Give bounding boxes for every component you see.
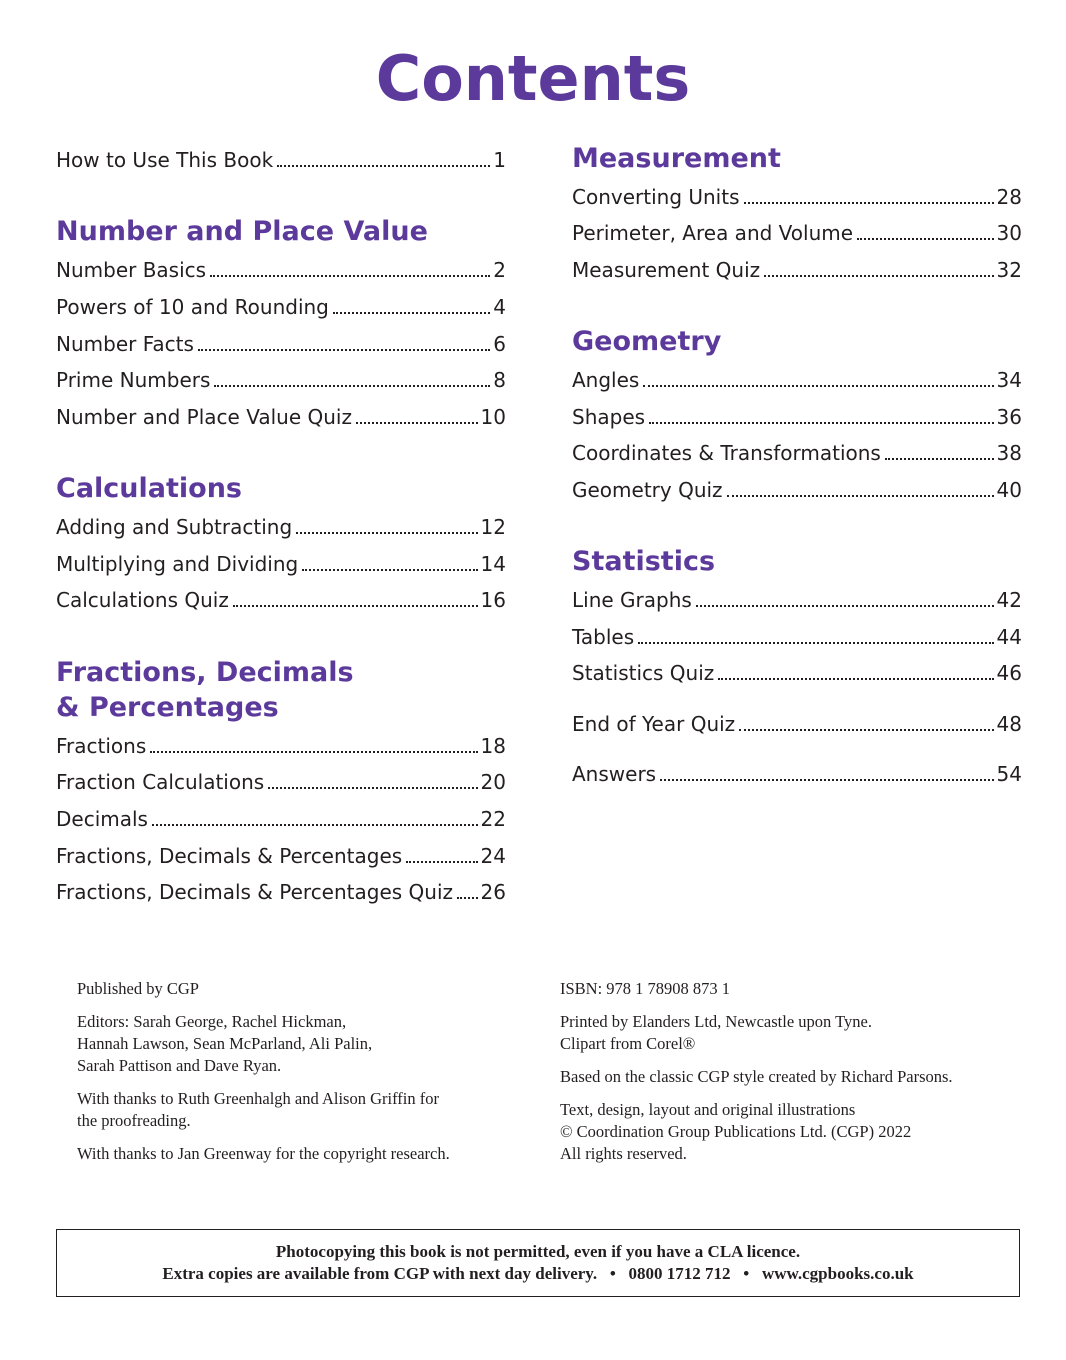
dot-leader <box>277 165 490 167</box>
toc-entry-label: Number Facts <box>56 332 194 356</box>
toc-entry-end-of-year-quiz[interactable] <box>572 710 1022 738</box>
toc-entry[interactable] <box>56 732 506 760</box>
toc-entry-label: Statistics Quiz <box>572 661 715 685</box>
toc-entry[interactable] <box>572 256 1022 284</box>
toc-page-number: 18 <box>480 734 506 758</box>
dot-leader <box>214 385 490 387</box>
toc-entry-label: Fraction Calculations <box>56 770 265 794</box>
photocopy-notice-box <box>56 1229 1020 1297</box>
dot-leader <box>643 385 993 387</box>
section-heading-measurement: Measurement <box>572 143 781 174</box>
toc-entry[interactable] <box>56 146 506 174</box>
toc-entry[interactable] <box>56 842 506 870</box>
toc-entry-label: Answers <box>572 762 657 786</box>
toc-entry-label: Fractions, Decimals & Percentages <box>56 844 403 868</box>
toc-entry[interactable] <box>56 550 506 578</box>
dot-leader <box>739 729 993 731</box>
thanks-line: the proofreading. <box>77 1111 191 1130</box>
dot-leader <box>152 824 478 826</box>
toc-entry[interactable] <box>572 439 1022 467</box>
toc-entry[interactable] <box>572 183 1022 211</box>
toc-page-number: 12 <box>480 515 506 539</box>
toc-entry[interactable] <box>56 586 506 614</box>
toc-page-number: 24 <box>480 844 506 868</box>
page-title: Contents <box>375 42 691 115</box>
toc-entry-label: Line Graphs <box>572 588 692 612</box>
dot-leader <box>356 422 478 424</box>
toc-page-number: 34 <box>996 368 1022 392</box>
toc-entry[interactable] <box>572 659 1022 687</box>
dot-leader <box>150 751 477 753</box>
toc-entry[interactable] <box>56 878 506 906</box>
toc-page-number: 54 <box>996 762 1022 786</box>
based-on-line: Based on the classic CGP style created by Richard Parsons. <box>560 1067 953 1086</box>
toc-entry-label: Shapes <box>572 405 646 429</box>
toc-page-number: 14 <box>480 552 506 576</box>
toc-entry[interactable] <box>56 805 506 833</box>
toc-entry-label: Angles <box>572 368 640 392</box>
clipart-line: Clipart from Corel® <box>560 1034 696 1053</box>
dot-leader <box>744 202 994 204</box>
section-heading-geometry: Geometry <box>572 326 722 357</box>
toc-entry-answers[interactable] <box>572 760 1022 788</box>
toc-entry-label: Fractions <box>56 734 147 758</box>
toc-page-number: 48 <box>996 712 1022 736</box>
toc-page-number: 2 <box>493 258 506 282</box>
notice-line: Extra copies are available from CGP with next day delivery. • 0800 1712 712 • www.cgpbooks.co.uk <box>162 1264 914 1283</box>
toc-page-number: 28 <box>996 185 1022 209</box>
section-heading-fractions-line1: Fractions, Decimals <box>56 657 354 688</box>
toc-entry-label: Number Basics <box>56 258 207 282</box>
toc-entry-label: End of Year Quiz <box>572 712 736 736</box>
publishing-info-right <box>560 978 953 1165</box>
toc-entry[interactable] <box>56 403 506 431</box>
toc-entry[interactable] <box>572 366 1022 394</box>
dot-leader <box>857 238 993 240</box>
toc-page-number: 1 <box>493 148 506 172</box>
dot-leader <box>233 605 478 607</box>
toc-entry[interactable] <box>572 219 1022 247</box>
toc-entry-label: Decimals <box>56 807 148 831</box>
toc-entry-label: Tables <box>572 625 635 649</box>
toc-page-number: 40 <box>996 478 1022 502</box>
toc-page-number: 32 <box>996 258 1022 282</box>
dot-leader <box>457 897 478 899</box>
toc-entry[interactable] <box>572 623 1022 651</box>
toc-entry-label: Prime Numbers <box>56 368 211 392</box>
toc-entry-label: Perimeter, Area and Volume <box>572 221 854 245</box>
dot-leader <box>333 312 490 314</box>
dot-leader <box>198 349 490 351</box>
toc-entry-label: Measurement Quiz <box>572 258 761 282</box>
toc-entry-label: Calculations Quiz <box>56 588 229 612</box>
toc-page-number: 6 <box>493 332 506 356</box>
toc-page-number: 20 <box>480 770 506 794</box>
toc-page-number: 44 <box>996 625 1022 649</box>
toc-entry[interactable] <box>572 586 1022 614</box>
dot-leader <box>638 642 993 644</box>
toc-entry[interactable] <box>572 476 1022 504</box>
toc-page-number: 46 <box>996 661 1022 685</box>
dot-leader <box>649 422 994 424</box>
section-heading-number-place-value: Number and Place Value <box>56 216 428 247</box>
thanks-line: With thanks to Ruth Greenhalgh and Alison Griffin for <box>77 1089 439 1108</box>
toc-entry[interactable] <box>56 768 506 796</box>
toc-page-number: 22 <box>480 807 506 831</box>
toc-entry-label: Multiplying and Dividing <box>56 552 299 576</box>
dot-leader <box>764 275 993 277</box>
toc-entry-label: Powers of 10 and Rounding <box>56 295 329 319</box>
toc-entry-label: Fractions, Decimals & Percentages Quiz <box>56 880 454 904</box>
section-heading-statistics: Statistics <box>572 546 716 577</box>
toc-entry-label: Adding and Subtracting <box>56 515 293 539</box>
isbn: ISBN: 978 1 78908 873 1 <box>560 979 731 998</box>
dot-leader <box>718 678 993 680</box>
dot-leader <box>302 569 477 571</box>
dot-leader <box>660 779 993 781</box>
toc-page-number: 30 <box>996 221 1022 245</box>
toc-entry[interactable] <box>572 403 1022 431</box>
dot-leader <box>268 787 477 789</box>
toc-entry-label: Number and Place Value Quiz <box>56 405 352 429</box>
dot-leader <box>727 495 994 497</box>
dot-leader <box>406 861 477 863</box>
toc-page-number: 4 <box>493 295 506 319</box>
publishing-info-left <box>77 978 450 1165</box>
toc-page-number: 36 <box>996 405 1022 429</box>
printed-line: Printed by Elanders Ltd, Newcastle upon Tyne. <box>560 1012 872 1031</box>
dot-leader <box>696 605 994 607</box>
copyright-line: Text, design, layout and original illustrations <box>560 1100 856 1119</box>
toc-page-number: 16 <box>480 588 506 612</box>
editors-line: Sarah Pattison and Dave Ryan. <box>77 1056 282 1075</box>
dot-leader <box>296 532 477 534</box>
toc-entry[interactable] <box>56 293 506 321</box>
toc-entry-label: Geometry Quiz <box>572 478 723 502</box>
thanks-line: With thanks to Jan Greenway for the copyright research. <box>77 1144 450 1163</box>
notice-line: Photocopying this book is not permitted, even if you have a CLA licence. <box>275 1242 801 1261</box>
editors-line: Editors: Sarah George, Rachel Hickman, <box>77 1012 347 1031</box>
published-by: Published by CGP <box>77 979 199 998</box>
copyright-line: © Coordination Group Publications Ltd. (CGP) 2022 <box>560 1122 912 1141</box>
toc-page-number: 10 <box>480 405 506 429</box>
dot-leader <box>885 458 994 460</box>
toc-entry[interactable] <box>56 256 506 284</box>
toc-page-number: 38 <box>996 441 1022 465</box>
toc-page-number: 26 <box>480 880 506 904</box>
toc-entry-label: How to Use This Book <box>56 148 274 172</box>
section-heading-calculations: Calculations <box>56 473 242 504</box>
toc-page-number: 42 <box>996 588 1022 612</box>
toc-entry[interactable] <box>56 366 506 394</box>
toc-page-number: 8 <box>493 368 506 392</box>
toc-entry-label: Coordinates & Transformations <box>572 441 881 465</box>
toc-entry[interactable] <box>56 513 506 541</box>
copyright-line: All rights reserved. <box>560 1144 687 1163</box>
toc-entry-label: Converting Units <box>572 185 740 209</box>
dot-leader <box>210 275 490 277</box>
editors-line: Hannah Lawson, Sean McParland, Ali Palin, <box>77 1034 373 1053</box>
section-heading-fractions-line2: & Percentages <box>56 692 279 723</box>
toc-entry[interactable] <box>56 330 506 358</box>
